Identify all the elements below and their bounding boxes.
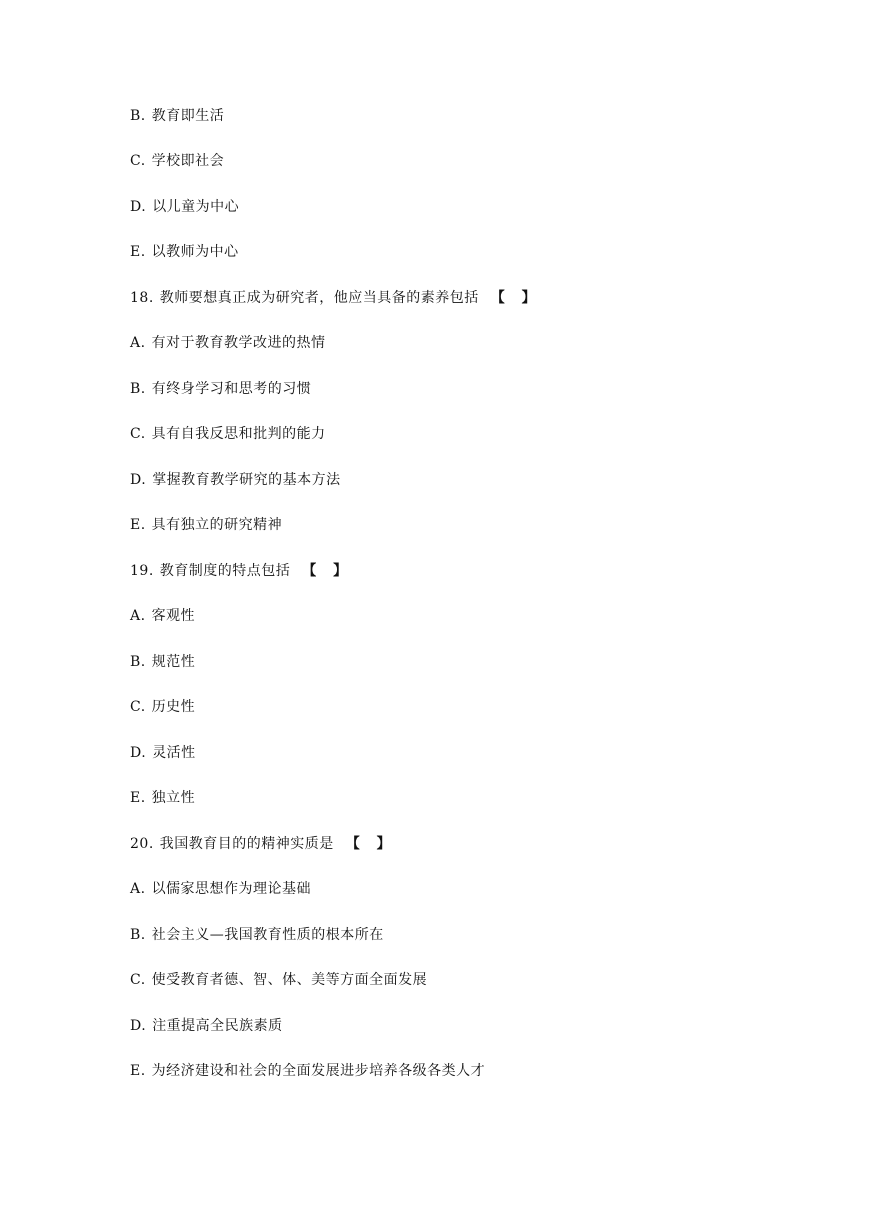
option-label: B. <box>130 927 146 943</box>
option-b <box>130 380 311 398</box>
question-text: 教师要想真正成为研究者，他应当具备的素养包括 <box>159 290 479 306</box>
question-20 <box>130 835 397 853</box>
option-e <box>130 243 239 261</box>
option-label: C. <box>130 153 146 169</box>
option-e <box>130 789 195 807</box>
option-text: 有终身学习和思考的习惯 <box>151 381 312 397</box>
option-text: 以儒家思想作为理论基础 <box>151 881 312 897</box>
option-d <box>130 1017 283 1035</box>
option-label: D. <box>130 1018 147 1034</box>
option-text: 使受教育者德、智、体、美等方面全面发展 <box>151 972 428 988</box>
option-d <box>130 198 239 216</box>
question-19 <box>130 562 353 580</box>
question-number: 20. <box>130 836 154 852</box>
option-b <box>130 926 384 944</box>
option-label: D. <box>130 472 147 488</box>
option-a <box>130 880 311 898</box>
option-label: A. <box>130 881 146 897</box>
option-c <box>130 698 195 716</box>
option-text: 具有独立的研究精神 <box>151 517 283 533</box>
option-text: 独立性 <box>151 790 196 806</box>
option-text: 规范性 <box>151 654 196 670</box>
option-a <box>130 334 326 352</box>
option-label: D. <box>130 199 147 215</box>
option-c <box>130 425 326 443</box>
option-c <box>130 152 224 170</box>
question-text: 教育制度的特点包括 <box>159 563 291 579</box>
question-text: 我国教育目的的精神实质是 <box>159 836 334 852</box>
option-a <box>130 607 195 625</box>
answer-bracket: 【 】 <box>490 290 542 306</box>
option-label: A. <box>130 608 146 624</box>
option-text: 具有自我反思和批判的能力 <box>151 426 326 442</box>
option-label: A. <box>130 335 146 351</box>
option-text: 灵活性 <box>152 745 196 761</box>
option-b <box>130 653 195 671</box>
option-label: E. <box>130 790 146 806</box>
option-text: 以儿童为中心 <box>152 199 240 215</box>
answer-bracket: 【 】 <box>345 836 397 852</box>
option-label: E. <box>130 517 146 533</box>
option-e <box>130 1062 485 1080</box>
option-b <box>130 107 224 125</box>
option-e <box>130 516 282 534</box>
option-text: 为经济建设和社会的全面发展进步培养各级各类人才 <box>151 1063 486 1079</box>
option-label: E. <box>130 1063 146 1079</box>
question-number: 18. <box>130 290 154 306</box>
option-label: C. <box>130 699 146 715</box>
option-text: 历史性 <box>151 699 196 715</box>
option-label: B. <box>130 654 146 670</box>
option-label: C. <box>130 426 146 442</box>
option-d <box>130 744 196 762</box>
option-text: 客观性 <box>151 608 196 624</box>
option-text: 注重提高全民族素质 <box>152 1018 283 1034</box>
option-text: 教育即生活 <box>151 108 225 124</box>
option-label: C. <box>130 972 146 988</box>
option-c <box>130 971 427 989</box>
option-label: B. <box>130 108 146 124</box>
option-label: B. <box>130 381 146 397</box>
question-18 <box>130 289 542 307</box>
answer-bracket: 【 】 <box>302 563 354 579</box>
option-text: 以教师为中心 <box>151 244 239 260</box>
option-text: 社会主义—我国教育性质的根本所在 <box>151 927 384 943</box>
option-d <box>130 471 341 489</box>
question-number: 19. <box>130 563 154 579</box>
option-label: D. <box>130 745 147 761</box>
option-text: 学校即社会 <box>151 153 225 169</box>
option-text: 掌握教育教学研究的基本方法 <box>152 472 341 488</box>
option-label: E. <box>130 244 146 260</box>
option-text: 有对于教育教学改进的热情 <box>151 335 326 351</box>
